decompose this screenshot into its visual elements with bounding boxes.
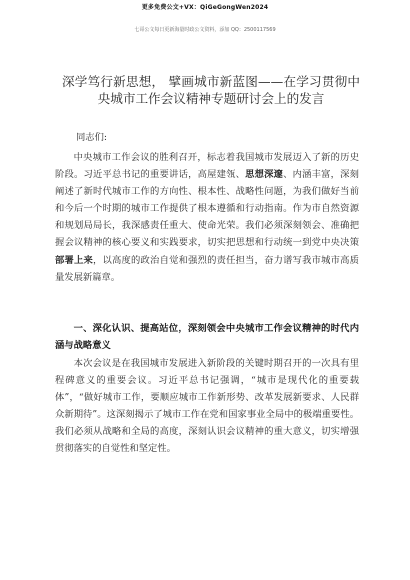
paragraph-1 — [55, 149, 359, 286]
section-heading-1: 一、深化认识、提高站位，深刻领会中央城市工作会议精神的时代内涵与战略意义 — [55, 323, 359, 352]
paragraph-2: 本次会议是在我国城市发展进入新阶段的关键时期召开的一次具有里程碑意义的重要会议。习近平总书记强调，“城市是现代化的重要载体”，“做好城市工作，要顺应城市工作新形势、改革发展新要求、人民群众新期待”。这深刻揭示了城市工作在党和国家事业全局中的极端重要性。我们必须从战略和全局的高度，深刻认识会议精神的重大意义，切实增强贯彻落实的自觉性和坚定性。 — [55, 358, 359, 455]
top-banner: 更多免费公文+VX：QiGeGongWen2024 — [141, 4, 269, 11]
paragraph-1-bold-a: 思想深邃 — [245, 169, 284, 181]
salutation: 同志们: — [76, 132, 108, 143]
top-notice: 七哥公文每日更新海量时政公文资料，添加 QQ：2500117569 — [134, 27, 276, 33]
paragraph-1-text-a: 中央城市工作会议的胜利召开，标志着我国城市发展迈入了新的历史阶段。习近平总书记的重要讲话，高屋建瓴、 — [55, 152, 359, 181]
paragraph-1-bold-b: 部署上来 — [55, 254, 94, 266]
paragraph-1-text-b: 、内涵丰富，深刻阐述了新时代城市工作的方向性、根本性、战略性问题，为我们做好当前和今后一个时期的城市工作提供了根本遵循和行动指南。作为市自然资源和规划局局长，我深感责任重大、使命光荣。我们必须深刻领会、准确把握会议精神的核心要义和实践要求，切实把思想和行动统一到党中央决策 — [55, 169, 359, 249]
paragraph-1-text-c: ，以高度的政治自觉和强烈的责任担当，奋力谱写我市城市高质量发展新篇章。 — [55, 254, 359, 283]
document-title: 深学笃行新思想， 擘画城市新蓝图——在学习贯彻中央城市工作会议精神专题研讨会上的发言 — [62, 74, 360, 106]
